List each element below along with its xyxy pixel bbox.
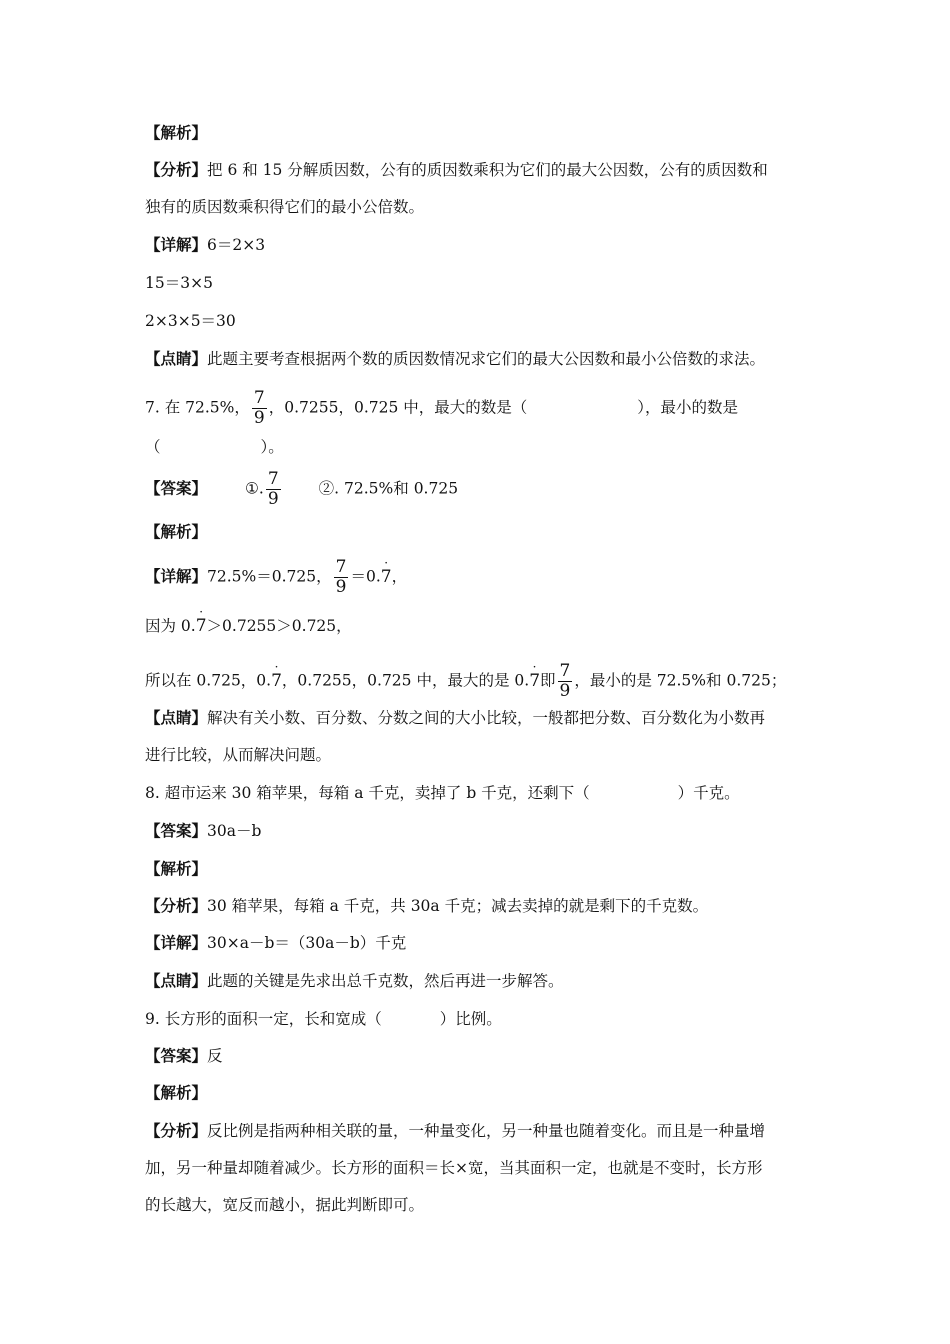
text: 30a－b: [207, 822, 262, 840]
text: ，0.7255，0.725 中，最大的数是（: [268, 398, 528, 417]
text: ）千克。: [677, 784, 740, 802]
fraction-7-9: [252, 389, 267, 428]
repeat-dot: ·: [532, 659, 537, 674]
text-line: 独有的质因数乘积得它们的最小公倍数。: [145, 198, 425, 216]
text-line: 2×3×5＝30: [145, 312, 236, 330]
label-xiangjie: 【详解】: [145, 933, 208, 952]
digit: 7: [195, 616, 207, 636]
text: 30 箱苹果，每箱 a 千克，共 30a 千克；减去卖掉的就是剩下的千克数。: [207, 897, 709, 915]
text: 9. 长方形的面积一定，长和宽成（: [145, 1010, 382, 1028]
repeat-dot: ·: [199, 605, 204, 619]
text: 8. 超市运来 30 箱苹果，每箱 a 千克，卖掉了 b 千克，还剩下（: [145, 784, 590, 802]
fraction-7-9: [334, 558, 349, 597]
denominator: 9: [335, 577, 347, 597]
key-point-paragraph: [145, 347, 825, 371]
digit: 7: [271, 670, 282, 691]
question-9: [145, 1007, 825, 1031]
repeating-decimal: [271, 659, 282, 693]
label-fenxi: 【分析】: [145, 1121, 208, 1140]
detail-paragraph: [145, 931, 825, 955]
text: 6＝2×3: [207, 236, 266, 254]
key-point-paragraph: [145, 706, 825, 730]
answer-9: [145, 1044, 825, 1068]
denominator: 9: [559, 681, 571, 701]
text: ，0.7255，0.725 中，最大的是 0.: [281, 671, 530, 690]
text: ＞0.7255＞0.725，: [206, 617, 352, 635]
text: 把 6 和 15 分解质因数，公有的质因数乘积为它们的最大公因数，公有的质因数和: [207, 161, 768, 179]
text: ①.: [245, 479, 264, 498]
numerator: 7: [559, 661, 571, 681]
label-daan: 【答案】: [145, 1046, 208, 1065]
text-line: 加，另一种量却随着减少。长方形的面积＝长×宽，当其面积一定，也就是不变时，长方形: [145, 1159, 763, 1177]
text: （: [145, 438, 161, 456]
analysis-paragraph: [145, 894, 825, 918]
text-line: 15＝3×5: [145, 274, 213, 292]
numerator: 7: [253, 388, 265, 408]
text: ），最小的数是: [637, 398, 739, 417]
label-daan: 【答案】: [145, 821, 208, 840]
text: 反: [207, 1047, 223, 1065]
repeating-decimal: [195, 605, 207, 638]
label-fenxi: 【分析】: [145, 896, 208, 915]
label-dianjing: 【点睛】: [145, 708, 208, 727]
digit: 7: [529, 670, 541, 691]
text: 此题的关键是先求出总千克数，然后再进一步解答。: [207, 972, 564, 990]
analysis-heading: 【解析】: [145, 859, 208, 878]
fraction-7-9: [266, 470, 281, 509]
text: 7. 在 72.5%，: [145, 398, 250, 417]
repeating-decimal: [529, 659, 541, 693]
text-line: 进行比较，从而解决问题。: [145, 746, 332, 764]
text: 反比例是指两种相关联的量，一种量变化，另一种量也随着变化。而且是一种量增: [207, 1122, 766, 1140]
digit: 7: [380, 566, 392, 587]
denominator: 9: [267, 489, 279, 509]
text-line: [145, 659, 825, 701]
numerator: 7: [267, 469, 279, 489]
repeat-dot: ·: [274, 659, 279, 674]
label-fenxi: 【分析】: [145, 160, 208, 179]
text: ）比例。: [439, 1010, 502, 1028]
text-line: 的长越大，宽反而越小，据此判断即可。: [145, 1196, 425, 1214]
analysis-heading: 【解析】: [145, 522, 208, 541]
text-line: [145, 605, 825, 638]
numerator: 7: [335, 557, 347, 577]
analysis-heading: 【解析】: [145, 1083, 208, 1102]
text: 此题主要考查根据两个数的质因数情况求它们的最大公因数和最小公倍数的求法。: [207, 350, 766, 368]
repeat-dot: ·: [384, 555, 389, 570]
question-8: [145, 781, 825, 805]
detail-paragraph: [145, 233, 825, 257]
text: 30×a－b＝（30a－b）千克: [207, 934, 407, 952]
question-7-line-2: [145, 435, 825, 459]
label-dianjing: 【点睛】: [145, 971, 208, 990]
text: 因为 0.: [145, 617, 196, 635]
label-daan: 【答案】: [145, 478, 208, 498]
answer-7: [145, 470, 825, 509]
repeating-decimal: [380, 555, 392, 589]
answer-8: [145, 819, 825, 843]
denominator: 9: [253, 408, 265, 428]
text: ，最小的是 72.5%和 0.725；: [574, 671, 787, 690]
text: 即: [540, 671, 556, 690]
text: ＝0.: [350, 567, 381, 586]
text: 72.5%＝0.725，: [207, 567, 332, 586]
label-xiangjie: 【详解】: [145, 566, 208, 586]
text: 所以在 0.725，0.: [145, 671, 272, 690]
analysis-heading: 【解析】: [145, 123, 208, 142]
text: ，: [391, 567, 408, 586]
key-point-paragraph: [145, 969, 825, 993]
fraction-7-9: [558, 662, 573, 701]
detail-paragraph: [145, 555, 825, 597]
text: ②. 72.5%和 0.725: [318, 479, 459, 498]
label-dianjing: 【点睛】: [145, 349, 208, 368]
label-xiangjie: 【详解】: [145, 235, 208, 254]
analysis-paragraph: [145, 1119, 825, 1143]
text: 解决有关小数、百分数、分数之间的大小比较，一般都把分数、百分数化为小数再: [207, 709, 766, 727]
question-7: [145, 389, 825, 428]
text: ）。: [260, 438, 284, 456]
analysis-paragraph: [145, 158, 825, 182]
